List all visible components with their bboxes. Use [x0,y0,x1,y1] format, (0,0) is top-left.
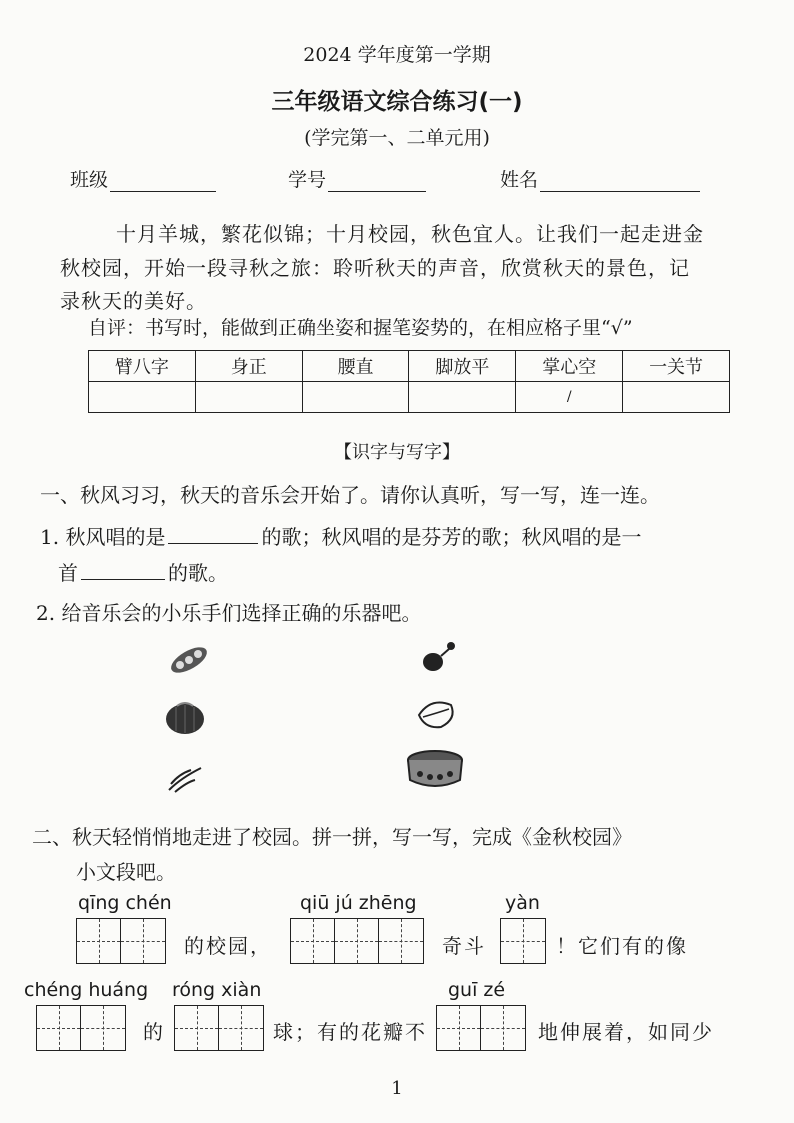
fill-text-3: ！它们有的像 [556,934,688,958]
writing-cell[interactable] [175,1006,219,1050]
paper-title: 三年级语文综合练习(一) [271,89,523,115]
name-field [500,165,700,192]
self-eval-mark-cell[interactable] [89,382,196,413]
self-eval-col: 掌心空 [516,351,623,382]
writing-box-4[interactable] [36,1005,126,1051]
paper-subtitle: (学完第一、二单元用) [304,127,490,149]
intro-line-1: 十月羊城，繁花似锦；十月校园，秋色宜人。让我们一起走进金 [116,222,704,246]
fill-text-4: 的 [143,1020,165,1044]
fill-text-1: 的校园， [184,934,272,958]
writing-cell[interactable] [219,1006,263,1050]
pinyin-2: qiū jú zhēng [300,892,417,914]
q1-item1-line2 [58,557,228,586]
writing-box-6[interactable] [436,1005,526,1051]
pea-pod-picture[interactable] [165,640,213,680]
self-eval-col: 身正 [195,351,302,382]
fill-text-2: 奇斗 [442,934,486,958]
writing-cell[interactable] [379,919,423,963]
pinyin-6: guī zé [448,979,506,1001]
q1-item1-part-d: 的歌。 [168,561,228,585]
name-blank [540,171,700,192]
pinyin-3: yàn [505,892,540,914]
self-eval-mark-cell[interactable] [409,382,516,413]
self-eval-col: 一关节 [623,351,730,382]
writing-box-3[interactable] [500,918,546,964]
writing-cell[interactable] [437,1006,481,1050]
page-number: 1 [391,1078,403,1099]
pinyin-4: chéng huáng [24,979,149,1001]
self-eval-mark-cell[interactable] [195,382,302,413]
intro-line-2: 秋校园，开始一段寻秋之旅：聆听秋天的声音，欣赏秋天的景色，记 [60,256,690,280]
number-field [288,165,426,192]
q2-title: 二、秋天轻悄悄地走进了校园。拼一拼，写一写，完成《金秋校园》 [32,825,632,849]
writing-cell[interactable] [291,919,335,963]
writing-cell[interactable] [501,919,545,963]
self-eval-col: 腰直 [302,351,409,382]
self-eval-table [88,350,730,413]
self-eval-mark-cell[interactable]: / [516,382,623,413]
number-blank [328,171,426,192]
leaf-picture[interactable] [413,693,461,735]
q1-item1-part-b: 的歌；秋风唱的是芬芳的歌；秋风唱的是一 [261,525,642,549]
self-eval-col: 臂八字 [89,351,196,382]
self-eval-mark-cell[interactable] [623,382,730,413]
class-field [70,165,216,192]
q1-answer-blank-2[interactable] [81,561,165,580]
cricket-picture[interactable] [415,638,463,678]
pinyin-1: qīng chén [78,892,172,914]
self-eval-header-row [89,351,730,382]
grass-picture[interactable] [165,760,205,794]
writing-cell[interactable] [481,1006,525,1050]
writing-cell[interactable] [81,1006,125,1050]
self-eval-mark-row [89,382,730,413]
number-label: 学号 [288,169,327,191]
class-label: 班级 [70,169,109,191]
writing-cell[interactable] [335,919,379,963]
self-eval-mark-cell[interactable] [302,382,409,413]
name-label: 姓名 [500,169,539,191]
q1-item2: 2. 给音乐会的小乐手们选择正确的乐器吧。 [36,601,422,625]
drum-picture[interactable] [404,748,466,792]
q1-title: 一、秋风习习，秋天的音乐会开始了。请你认真听，写一写，连一连。 [40,483,660,507]
fill-text-6: 地伸展着，如同少 [538,1020,714,1044]
writing-cell[interactable] [77,919,121,963]
q1-item1-part-c: 首 [58,561,78,585]
q1-answer-blank-1[interactable] [168,525,258,544]
pumpkin-picture[interactable] [163,698,207,736]
fill-text-5: 球；有的花瓣不 [273,1020,427,1044]
term-title: 2024 学年度第一学期 [303,44,491,66]
pinyin-5: róng xiàn [172,979,262,1001]
q1-item1-line1 [40,521,641,550]
writing-box-5[interactable] [174,1005,264,1051]
writing-cell[interactable] [37,1006,81,1050]
section-heading: 【识字与写字】 [334,442,460,463]
q2-title-cont: 小文段吧。 [76,860,176,884]
writing-box-1[interactable] [76,918,166,964]
class-blank [110,171,216,192]
writing-cell[interactable] [121,919,165,963]
self-eval-col: 脚放平 [409,351,516,382]
writing-box-2[interactable] [290,918,424,964]
q1-item1-part-a: 1. 秋风唱的是 [40,525,166,549]
self-eval-text: 自评：书写时，能做到正确坐姿和握笔姿势的，在相应格子里“√” [88,317,633,339]
intro-line-3: 录秋天的美好。 [60,289,207,313]
